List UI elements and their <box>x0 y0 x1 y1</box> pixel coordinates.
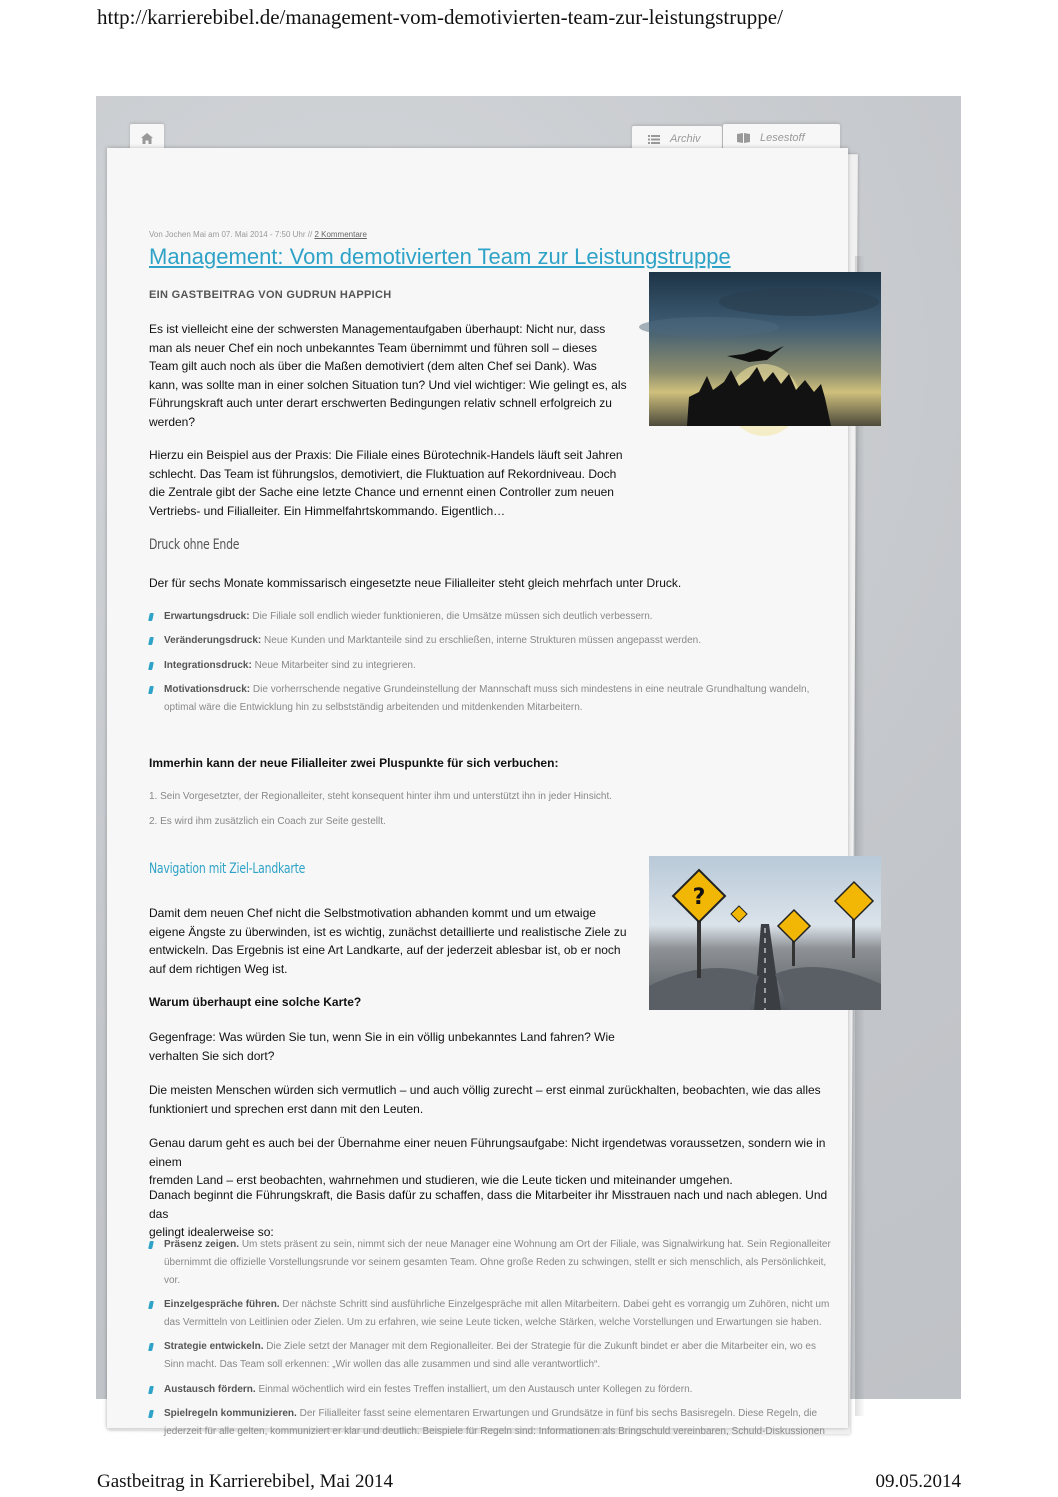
text-line: Hierzu ein Beispiel aus der Praxis: Die Filiale eines Bürotechnik-Handels läuft seit Jahren <box>149 448 623 462</box>
list-item <box>149 1405 825 1441</box>
text-line: Führungskraft auch unter derart erschwerten Bedingungen relativ schnell erfolgreich zu <box>149 396 612 410</box>
text-line: Vertriebs- und Filialleiter. Ein Himmelfahrtskommando. Eigentlich… <box>149 503 506 518</box>
list-item <box>149 1338 816 1374</box>
article-meta <box>149 230 367 239</box>
footer-date: 09.05.2014 <box>875 1471 961 1492</box>
karte-question: Warum überhaupt eine solche Karte? <box>149 995 362 1009</box>
item-label: Austausch fördern. <box>164 1384 256 1395</box>
list-item <box>149 681 809 717</box>
article-byline: Von Jochen Mai am 07. Mai 2014 - 7:50 Uhr // <box>149 230 313 239</box>
list-item <box>149 1381 692 1399</box>
text-line: verhalten Sie sich dort? <box>149 1048 275 1063</box>
page-url: http://karrierebibel.de/management-vom-demotivierten-team-zur-leistungstruppe/ <box>97 5 783 29</box>
list-item <box>149 1236 831 1290</box>
text-line: man als neuer Chef ein noch unbekanntes Team übernimmt und führen soll – dieses <box>149 340 598 355</box>
text-line: Damit dem neuen Chef nicht die Selbstmotivation abhanden kommt und um etwaige <box>149 906 596 920</box>
home-icon <box>141 133 153 144</box>
item-text: optimal wäre die Entwicklung hin zu selbstständig arbeitenden und mitdenkenden Mitarbeitern. <box>164 702 583 713</box>
heading-navigation: Navigation mit Ziel-Landkarte <box>149 861 306 877</box>
item-text: Der nächste Schritt sind ausführliche Einzelgespräche mit allen Mitarbeitern. Dabei geht es vorrangig um Zuhören, nicht um <box>282 1299 830 1310</box>
text-line: Die meisten Menschen würden sich vermutlich – und auch völlig zurecht – erst einmal zurückhalten, beobachten, wie das alles <box>149 1083 821 1097</box>
text-line: funktioniert und sprechen erst dann mit den Leuten. <box>149 1101 424 1116</box>
article-title[interactable]: Management: Vom demotivierten Team zur Leistungstruppe <box>149 244 731 269</box>
druck-intro: Der für sechs Monate kommissarisch eingesetzte neue Filialleiter steht gleich mehrfach unter Druck. <box>149 576 682 590</box>
item-label: Integrationsdruck: <box>164 660 252 671</box>
ordered-item: 2. Es wird ihm zusätzlich ein Coach zur Seite gestellt. <box>149 816 386 827</box>
text-line: fremden Land – erst beobachten, wahrnehmen und studieren, wie die Leute ticken und miteinander umgehen. <box>149 1173 733 1187</box>
text-line: kann, was sollte man in einer solchen Situation tun? Und viel wichtiger: Wie gelingt es, als <box>149 377 627 392</box>
article-subtitle: EIN GASTBEITRAG VON GUDRUN HAPPICH <box>149 289 392 301</box>
list-item <box>149 608 653 626</box>
text-line: entwickeln. Das Ergebnis ist eine Art Landkarte, auf der jederzeit ablesbar ist, ob er noch <box>149 943 621 957</box>
item-text: Die Filiale soll endlich wieder funktionieren, die Umsätze müssen sich deutlich verbessern. <box>252 611 653 622</box>
comments-link[interactable]: 2 Kommentare <box>314 230 367 239</box>
item-label: Strategie entwickeln. <box>164 1341 264 1352</box>
text-line: eigene Ängste zu überwinden, ist es wichtig, zunächst detaillierte und realistische Ziele zu <box>149 924 627 939</box>
text-line: die Zentrale gibt der Sache eine letzte Chance und ernennt einen Controller zum neuen <box>149 485 614 499</box>
list-item <box>149 657 416 675</box>
item-label: Erwartungsdruck: <box>164 611 250 622</box>
item-text: Der Filialleiter fasst seine elementaren Erwartungen und Grundsätze in fünf bis sechs Basisregeln. Diese Regeln, die <box>299 1408 818 1419</box>
item-text: übernimmt die offizielle Vorstellungsrunde vor seinem gesamten Team. Ohne große Reden zu schwingen, stellt er sich menschlich, als Persönlichkeit, <box>164 1257 827 1268</box>
pluspunkte-heading: Immerhin kann der neue Filialleiter zwei Pluspunkte für sich verbuchen: <box>149 756 559 770</box>
item-text: das Vermitteln von Leitlinien oder Zielen. Um zu erfahren, wie seine Leute ticken, welche Stärken, welche Vorstellungen und Erwartungen sie haben. <box>164 1317 822 1328</box>
item-text: Neue Kunden und Marktanteile sind zu erschließen, interne Strukturen müssen angepasst werden. <box>264 635 701 646</box>
ordered-item: 1. Sein Vorgesetzter, der Regionalleiter, steht konsequent hinter ihm und unterstützt ihn in jeder Hinsicht. <box>149 791 613 802</box>
archiv-label: Archiv <box>670 133 701 145</box>
text-line: Team gilt auch noch als über die Maßen demotiviert (dem alten Chef sei Dank). Was <box>149 359 597 373</box>
road-signs-image <box>649 856 881 1010</box>
list-icon <box>648 135 660 144</box>
lesestoff-label: Lesestoff <box>760 132 805 144</box>
list-item <box>149 1296 829 1332</box>
intro-paragraph <box>149 320 627 431</box>
text-line: schlecht. Das Team ist führungslos, demotiviert, die Fluktuation auf Rekordniveau. Doch <box>149 466 617 481</box>
genau-paragraph <box>149 1134 848 1190</box>
item-text: jederzeit für alle gelten, kommuniziert er klar und deutlich. Beispiele für Regeln sind: Informationen als Bringschuld vereinbaren, Schuld-Diskussionen <box>164 1426 825 1437</box>
example-paragraph <box>149 446 623 520</box>
item-text: Einmal wöchentlich wird ein festes Treffen installiert, um den Austausch unter Kollegen zu fördern. <box>258 1384 693 1395</box>
item-label: Veränderungsdruck: <box>164 635 262 646</box>
item-label: Spielregeln kommunizieren. <box>164 1408 297 1419</box>
navigation-paragraph <box>149 904 627 978</box>
text-line: auf dem richtigen Weg ist. <box>149 961 288 976</box>
page-frame <box>96 96 961 1437</box>
svg-text:?: ? <box>692 885 706 910</box>
item-text: Um stets präsent zu sein, nimmt sich der neue Manager eine Wohnung am Ort der Filiale, was Signalwirkung hat. Sein Regionalleiter <box>241 1239 831 1250</box>
book-icon <box>737 133 750 143</box>
item-label: Motivationsdruck: <box>164 684 251 695</box>
text-line: Genau darum geht es auch bei der Übernahme einer neuen Führungsaufgabe: Nicht irgendetwas voraussetzen, sondern wie in einem <box>149 1136 826 1169</box>
crowd-silhouette-image <box>649 272 881 426</box>
item-text: Die vorherrschende negative Grundeinstellung der Mannschaft muss sich mindestens in eine neutrale Grundhaltung wandeln, <box>252 684 810 695</box>
paper-shadow <box>855 256 865 1416</box>
item-label: Einzelgespräche führen. <box>164 1299 280 1310</box>
footer-source: Gastbeitrag in Karrierebibel, Mai 2014 <box>97 1471 393 1492</box>
text-line: Gegenfrage: Was würden Sie tun, wenn Sie in ein völlig unbekanntes Land fahren? Wie <box>149 1030 615 1044</box>
list-item <box>149 632 701 650</box>
item-text: Die Ziele setzt der Manager mit dem Regionalleiter. Bei der Strategie für die Zukunft bindet er aber die Mitarbeiter ein, wo es <box>266 1341 816 1352</box>
item-label: Präsenz zeigen. <box>164 1239 240 1250</box>
text-line: Danach beginnt die Führungskraft, die Basis dafür zu schaffen, dass die Mitarbeiter ihr Misstrauen nach und nach ablegen. Und das <box>149 1188 828 1221</box>
text-line: werden? <box>149 414 196 429</box>
item-text: Sinn macht. Das Team soll erkennen: „Wir wollen das alle zusammen und sind alle verantwortlich“. <box>164 1359 601 1370</box>
item-text: Neue Mitarbeiter sind zu integrieren. <box>254 660 416 671</box>
text-line: gelingt idealerweise so: <box>149 1225 274 1239</box>
menschen-paragraph <box>149 1081 821 1118</box>
heading-druck: Druck ohne Ende <box>149 537 240 553</box>
gegenfrage-paragraph <box>149 1028 615 1065</box>
danach-paragraph <box>149 1186 848 1242</box>
text-line: Es ist vielleicht eine der schwersten Managementaufgaben überhaupt: Nicht nur, dass <box>149 322 606 336</box>
item-text: vor. <box>164 1275 181 1286</box>
